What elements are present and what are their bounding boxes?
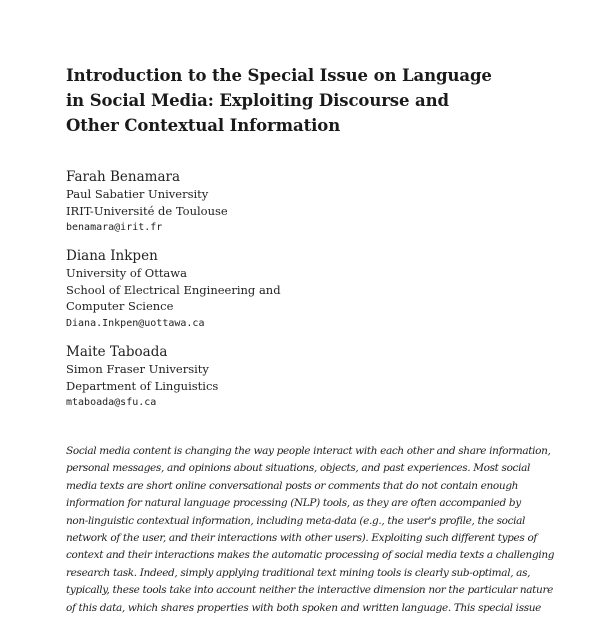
author-email[interactable]: Diana.Inkpen@uottawa.ca (66, 317, 205, 329)
title-line: in Social Media: Exploiting Discourse and (66, 91, 449, 110)
abstract-line: personal messages, and opinions about situations, objects, and past experiences. Most social (66, 462, 530, 475)
abstract-line: media texts are short online conversational posts or comments that do not contain enough (66, 479, 519, 492)
author-name: Farah Benamara (66, 169, 180, 185)
abstract-line: information for natural language processing (NLP) tools, as they are often accompanied by (66, 497, 521, 510)
author-affiliation: University of Ottawa (66, 266, 187, 280)
author-affiliation: Department of Linguistics (66, 378, 219, 393)
author-email[interactable]: mtaboada@sfu.ca (66, 397, 157, 408)
author-affiliation: Paul Sabatier University (66, 187, 209, 201)
abstract (66, 443, 555, 617)
title-line: Introduction to the Special Issue on Language (66, 66, 492, 85)
author-affiliation: IRIT-Université de Toulouse (66, 203, 228, 218)
author-affiliation: Simon Fraser University (66, 362, 209, 376)
author-email[interactable]: benamara@irit.fr (66, 222, 163, 233)
author-block-1 (66, 168, 366, 236)
abstract-line: context and their interactions makes the automatic processing of social media texts a challenging (66, 549, 555, 562)
abstract-line: Social media content is changing the way people interact with each other and share information, (66, 445, 551, 457)
abstract-line: of this data, which shares properties with both spoken and written language. This special issue (66, 601, 542, 614)
paper-title (66, 63, 526, 138)
author-affiliation: Computer Science (66, 299, 174, 313)
author-block-3 (66, 343, 366, 411)
author-name: Maite Taboada (66, 344, 168, 360)
abstract-line: non-linguistic contextual information, including meta-data (e.g., the user's profile, the social (66, 514, 526, 527)
title-line: Other Contextual Information (66, 116, 341, 135)
abstract-line: typically, these tools take into account neither the interactive dimension nor the particular nature (66, 584, 553, 597)
abstract-line: research task. Indeed, simply applying traditional text mining tools is clearly sub-optimal, as, (66, 566, 531, 579)
author-affiliation: School of Electrical Engineering and (66, 282, 281, 297)
author-name: Diana Inkpen (66, 248, 158, 264)
abstract-line: network of the user, and their interactions with other users). Exploiting such different types of (66, 532, 537, 545)
author-block-2 (66, 247, 366, 332)
